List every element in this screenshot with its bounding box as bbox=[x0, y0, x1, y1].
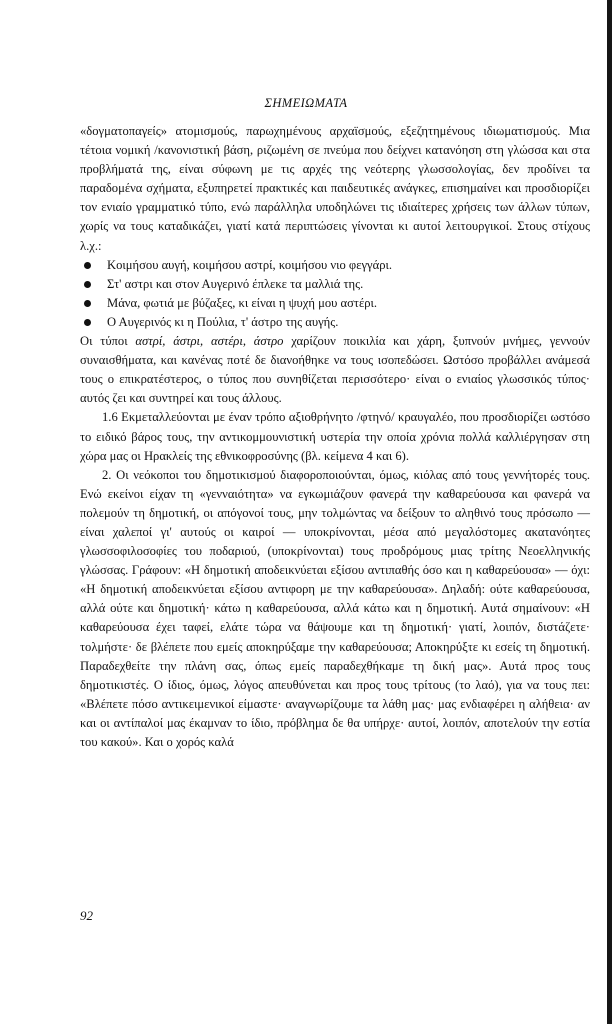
bullet-icon bbox=[84, 262, 91, 269]
bullet-icon bbox=[84, 319, 91, 326]
form-asteri: αστέρι, bbox=[211, 334, 246, 349]
body-text bbox=[80, 122, 590, 752]
page-edge-shadow bbox=[607, 0, 612, 1024]
verse-text: Κοιμήσου αυγή, κοιμήσου αστρί, κοιμήσου νιο φεγγάρι. bbox=[107, 257, 393, 272]
verse-list bbox=[80, 256, 590, 332]
verse-text: Ο Αυγερινός κι η Πούλια, τ' άστρο της αυγής. bbox=[107, 314, 339, 329]
running-head: ΣΗΜΕΙΩΜΑΤΑ bbox=[264, 96, 348, 110]
verse-text: Στ' αστρι και στον Αυγερινό έπλεκε τα μαλλιά της. bbox=[107, 276, 364, 291]
verse-line bbox=[80, 256, 590, 275]
form-astri: αστρί, bbox=[135, 334, 166, 349]
verse-line bbox=[80, 294, 590, 313]
forms-lead: Οι τύποι bbox=[80, 334, 128, 349]
verse-line bbox=[80, 275, 590, 294]
paragraph-1-6: 1.6 Εκμεταλλεύονται με έναν τρόπο αξιοθρήνητο /φτηνό/ κραυγαλέο, που προσδιορίζει ωστόσο το ειδικό βάρος τους, την αντικομμουνιστική υστερία την οποία χρόνια πολλά καλλιέργησαν στη χώρα μας οι Ηρακλείς της εθνικοφροσύνης (βλ. κείμενα 4 και 6). bbox=[80, 410, 590, 463]
page-number: 92 bbox=[80, 908, 93, 923]
verse-line bbox=[80, 313, 590, 332]
paragraph-forms bbox=[80, 332, 590, 408]
paragraph-2: 2. Οι νεόκοποι του δημοτικισμού διαφοροποιούνται, όμως, κιόλας από τους γεννήτορές τους. Ενώ εκείνοι είχαν τη «γενναιότητα» να εγκωμιάζουν φανερά την καθαρεύουσα και φανερά να πολεμούν τη δημοτική, οι απόγονοί τους, μην τολμώντας να δείξουν το αληθινό τους πρόσωπο — είναι χαλεποί γι' αυτούς οι καιροί — υποκρίνονται, μέσα από μεγαλόστομες ακατανόητες γλωσσοφιλοσοφίες του ποδαριού, (υποκρίνονται) τους προδρόμους μιας τρίτης Νεοελληνικής γλώσσας. Γράφουν: «Η δημοτική αποδεικνύεται εξίσου αντιπαθής όσο και η καθαρεύουσα» — όχι: «Η δημοτική αποδεικνύεται εξίσου αντιφορη με την καθαρεύουσα». Δηλαδή: ούτε καθαρεύουσα, αλλά ούτε και δημοτική· κάτω η καθαρεύουσα, αλλά κάτω και η δημοτική. Αυτά σημαίνουν: «Η καθαρεύουσα έχει ταφεί, ελάτε τώρα να θάψουμε και τη δημοτική· γιατί, λοιπόν, διστάζετε· τολμήστε· δε βλέπετε που εμείς αποκηρύξαμε την καθαρεύουσα; Αποκηρύξτε κι εσείς τη δημοτική. Παραδεχθείτε την πλάνη σας, όπως εμείς παραδεχθήκαμε τη δική μας». Αυτά προς τους δημοτικιστές. Ο ίδιος, όμως, λόγος απευθύνεται και προς τους τρίτους (το λαό), για να τους πει: «Βλέπετε πόσο αντικειμενικοί είμαστε· αναγνωρίζουμε τα λάθη μας· μας ενδιαφέρει η αλήθεια· αν και οι αντίπαλοί μας έκαμναν το ίδιο, πρόβλημα δε θα υπήρχε· αυτοί, λοιπόν, αποτελούν την εστία του κακού». Και ο χορός καλά bbox=[80, 467, 590, 749]
forms-rest: χαρίζουν ποικιλία και χάρη, ξυπνούν μνήμες, γεννούν συναισθήματα, και κανένας ποτέ δε διανοήθηκε να τους ισοπεδώσει. Ωστόσο προβάλλει ανάμεσά τους ο επικρατέστερος, ο τύπος που συνηθίζεται περισσότερο· είναι ο ενιαίος γλωσσικός τύπος· αυτός ζει και συντηρεί και τους άλλους. bbox=[80, 334, 591, 406]
form-astro: άστρο bbox=[253, 334, 284, 349]
bullet-icon bbox=[84, 300, 91, 307]
paragraph-intro: «δογματοπαγείς» ατομισμούς, παρωχημένους αρχαϊσμούς, εξεζητημένους ιδιωματισμούς. Μια τέτοια νομική /κανονιστική βάση, ριζωμένη σε πνεύμα που δείχνει κατανόηση στη γλώσσα και στα προβλήματά της, είναι σύφωνη με τις αρχές της νεότερης γλωσσολογίας, δεν προδίνει τα παραδομένα σχήματα, εξυπηρετεί πρακτικές και παιδευτικές ανάγκες, επισημαίνει και προσδιορίζει τον ενιαίο γραμματικό τύπο, ενώ παράλληλα υποδηλώνει τις ιδιαίτερες χρήσεις των άλλων τύπων, χωρίς να τους καταδικάζει, γιατί κατά περιπτώσεις γίνονται κι αυτοί λειτουργικοί. Στους στίχους λ.χ.: bbox=[80, 124, 590, 253]
verse-text: Μάνα, φωτιά με βύζαξες, κι είναι η ψυχή μου αστέρι. bbox=[107, 295, 378, 310]
form-astri-2: άστρι, bbox=[173, 334, 204, 349]
bullet-icon bbox=[84, 281, 91, 288]
